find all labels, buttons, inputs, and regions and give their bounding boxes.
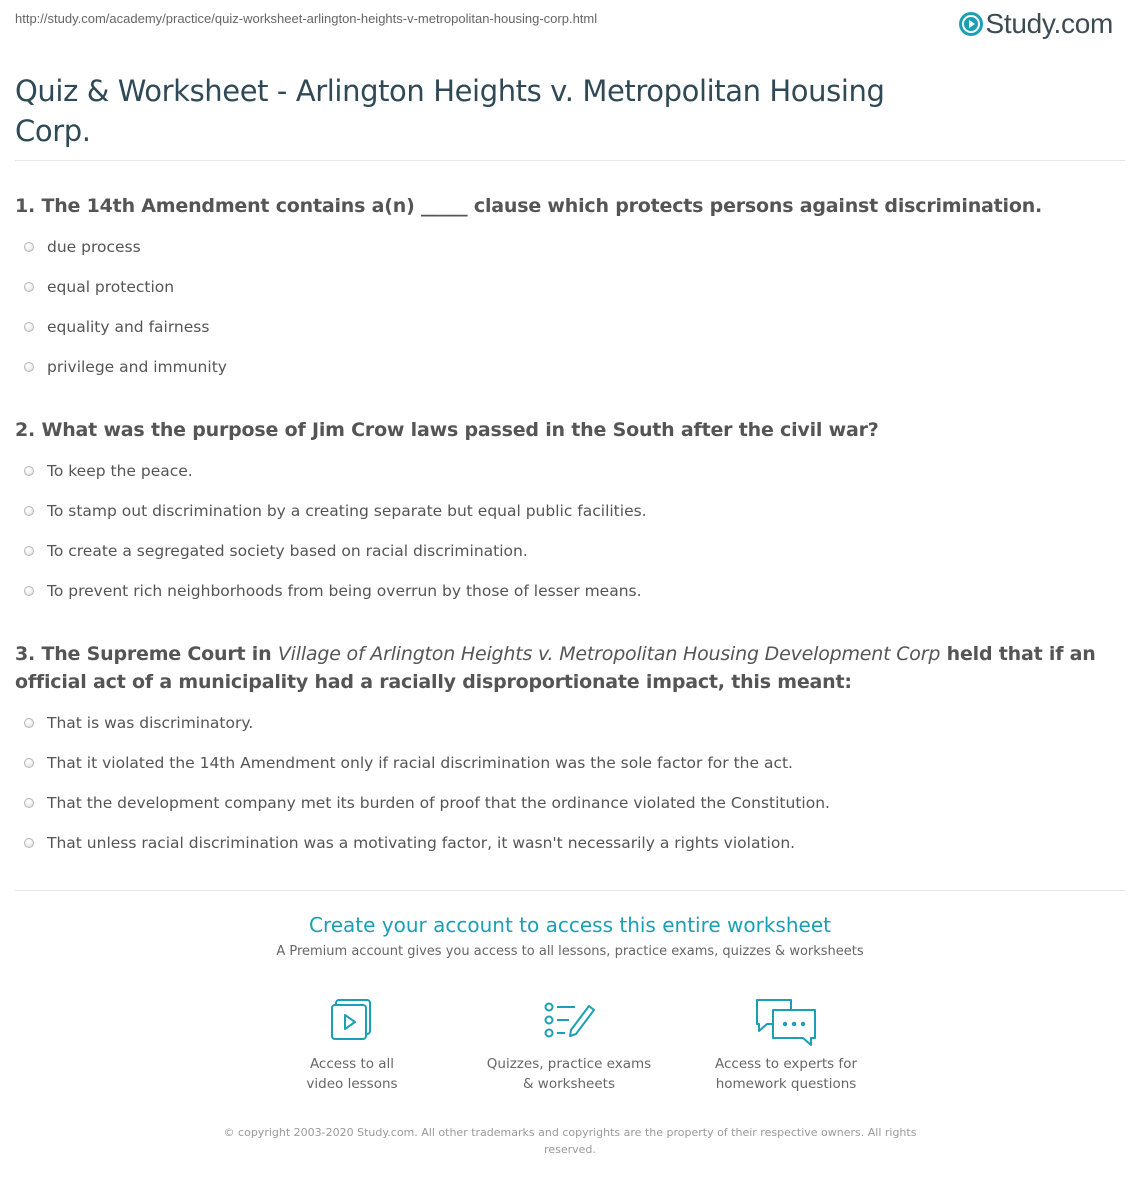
answer-option[interactable] xyxy=(24,460,193,482)
quiz-checklist-icon xyxy=(539,996,599,1046)
radio-button[interactable] xyxy=(24,506,34,516)
radio-button[interactable] xyxy=(24,586,34,596)
title-divider xyxy=(15,160,1125,161)
chat-bubbles-icon xyxy=(753,996,819,1046)
option-label: privilege and immunity xyxy=(47,358,227,376)
cta-subtitle: A Premium account gives you access to all lessons, practice exams, quizzes & worksheets xyxy=(276,944,864,959)
radio-button[interactable] xyxy=(24,758,34,768)
option-label: equal protection xyxy=(47,278,175,296)
create-account-link[interactable]: Create your account to access this entire worksheet xyxy=(309,913,831,937)
feature-label-line2: homework questions xyxy=(715,1076,857,1092)
option-label: That the development company met its burden of proof that the ordinance violated the Constitution. xyxy=(47,794,830,812)
feature-video-lessons xyxy=(252,996,452,1094)
radio-button[interactable] xyxy=(24,798,34,808)
option-label: equality and fairness xyxy=(47,318,210,336)
feature-label-line1: Access to experts for xyxy=(714,1056,857,1072)
question-3-tail: held that if an official act of a municipality had a racially disproportionate impact, this meant: xyxy=(15,643,1096,693)
radio-button[interactable] xyxy=(24,282,34,292)
top-bar xyxy=(15,8,1125,41)
option-label: To keep the peace. xyxy=(47,462,193,480)
answer-option[interactable] xyxy=(24,752,793,774)
answer-option[interactable] xyxy=(24,356,227,378)
page-url[interactable]: http://study.com/academy/practice/quiz-worksheet-arlington-heights-v-metropolitan-housing-corp.html xyxy=(15,11,598,26)
option-label: That it violated the 14th Amendment only if racial discrimination was the sole factor for the act. xyxy=(47,754,793,772)
radio-button[interactable] xyxy=(24,546,34,556)
question-2: 2. What was the purpose of Jim Crow laws passed in the South after the civil war? xyxy=(15,419,879,441)
option-label: due process xyxy=(47,238,141,256)
feature-label-line2: & worksheets xyxy=(522,1076,615,1092)
feature-label-line2: video lessons xyxy=(306,1076,398,1092)
answer-option[interactable] xyxy=(24,540,528,562)
option-label: That is was discriminatory. xyxy=(47,714,254,732)
feature-label-line1: Quizzes, practice exams xyxy=(486,1056,652,1072)
answer-option[interactable] xyxy=(24,832,795,854)
section-divider xyxy=(15,890,1125,891)
video-lessons-icon xyxy=(322,996,382,1046)
feature-label xyxy=(469,1054,669,1094)
radio-button[interactable] xyxy=(24,242,34,252)
radio-button[interactable] xyxy=(24,322,34,332)
question-1: 1. The 14th Amendment contains a(n) _____ clause which protects persons against discrimination. xyxy=(15,195,1043,217)
option-label: To create a segregated society based on racial discrimination. xyxy=(47,542,528,560)
page-title: Quiz & Worksheet - Arlington Heights v. Metropolitan Housing Corp. xyxy=(15,74,885,148)
option-label: To prevent rich neighborhoods from being overrun by those of lesser means. xyxy=(47,582,642,600)
feature-experts xyxy=(686,996,886,1094)
feature-label xyxy=(252,1054,452,1094)
feature-quizzes xyxy=(469,996,669,1094)
logo-text: Study.com xyxy=(985,8,1113,39)
option-label: That unless racial discrimination was a motivating factor, it wasn't necessarily a rights violation. xyxy=(47,834,796,852)
copyright-footer: © copyright 2003-2020 Study.com. All other trademarks and copyrights are the property of their respective owners. All rights reserved. xyxy=(223,1126,917,1156)
answer-option[interactable] xyxy=(24,712,253,734)
case-name: Village of Arlington Heights v. Metropolitan Housing Development Corp xyxy=(277,643,941,665)
answer-option[interactable] xyxy=(24,276,174,298)
play-logo-icon xyxy=(959,12,983,36)
radio-button[interactable] xyxy=(24,466,34,476)
answer-option[interactable] xyxy=(24,500,647,522)
answer-option[interactable] xyxy=(24,792,830,814)
radio-button[interactable] xyxy=(24,362,34,372)
radio-button[interactable] xyxy=(24,838,34,848)
radio-button[interactable] xyxy=(24,718,34,728)
option-label: To stamp out discrimination by a creating separate but equal public facilities. xyxy=(47,502,647,520)
question-3 xyxy=(15,640,1115,696)
feature-label-line1: Access to all xyxy=(309,1056,395,1072)
answer-option[interactable] xyxy=(24,316,209,338)
feature-label xyxy=(686,1054,886,1094)
answer-option[interactable] xyxy=(24,236,141,258)
question-3-lead: 3. The Supreme Court in xyxy=(15,643,278,665)
study-logo[interactable] xyxy=(959,8,1114,40)
answer-option[interactable] xyxy=(24,580,642,602)
